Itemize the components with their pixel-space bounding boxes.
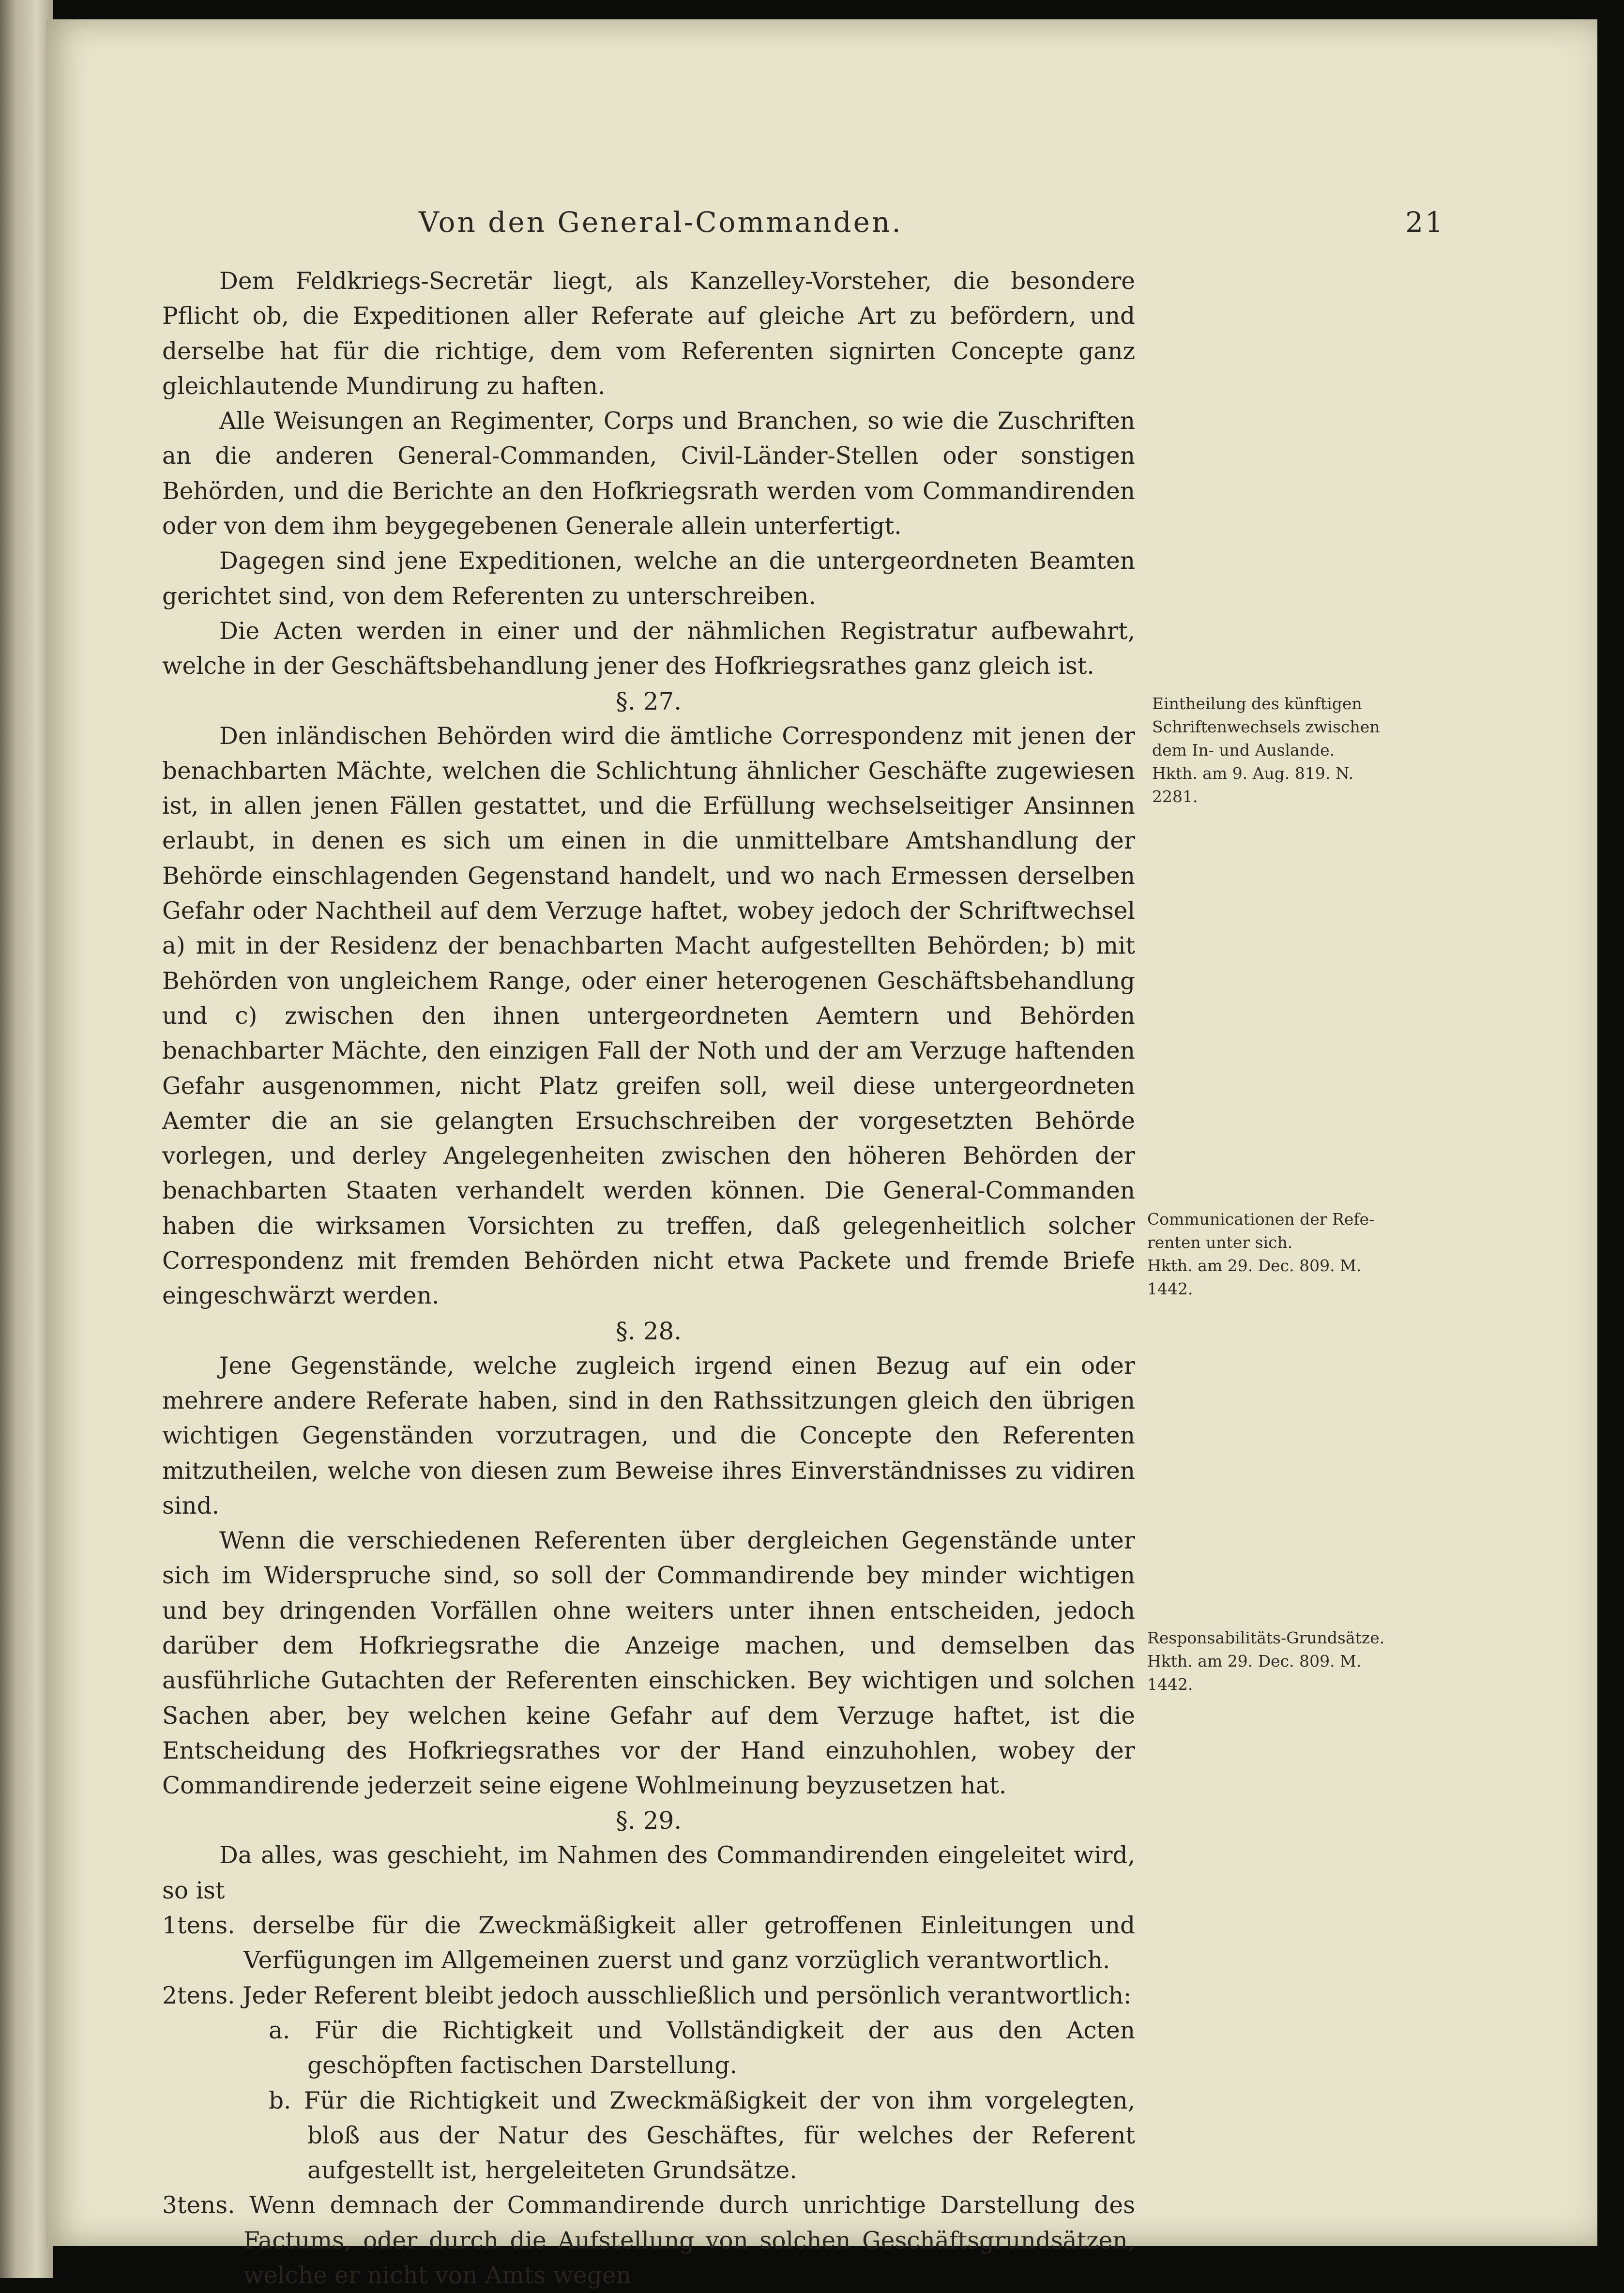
main-text [162,264,1135,2293]
marginal-line: Communicationen der Refe- [1147,1210,1375,1229]
list-subitem-b: b. Für die Richtigkeit und Zweckmäßigkeit der von ihm vorgelegten, bloß aus der Natur des Geschäftes, für welches der Referent aufgestellt ist, hergeleiteten Grundsätze. [269,2087,1135,2185]
marginal-note-29 [1147,1626,1409,1696]
book-spine-gutter [0,0,53,2278]
marginal-line: renten unter sich. [1147,1233,1293,1252]
marginal-note-28 [1147,1208,1409,1301]
section-28-text-1: Jene Gegenstände, welche zugleich irgend einen Bezug auf ein oder mehrere andere Referate haben, sind in den Rathssitzungen gleich den übrigen wichtigen Gegenständen vorzutragen, und die Concepte den Referenten mitzutheilen, welche von diesen zum Beweise ihres Einverständnisses zu vidiren sind. [162,1352,1135,1519]
list-subitem-a: a. Für die Richtigkeit und Vollständigkeit der aus den Acten geschöpften factischen Darstellung. [269,2017,1135,2080]
section-heading-27: §. 27. [615,687,682,715]
marginal-line: Hkth. am 29. Dec. 809. M. 1442. [1147,1256,1362,1298]
paragraph: Dem Feldkriegs-Secretär liegt, als Kanzelley-Vorsteher, die besondere Pflicht ob, die Expeditionen aller Referate auf gleiche Art zu befördern, und derselbe hat für die richtige, dem vom Referenten signirten Concepte ganz gleichlautende Mundirung zu haften. [162,268,1135,400]
marginal-line: Hkth. am 9. Aug. 819. N. 2281. [1152,764,1354,806]
paragraph: Die Acten werden in einer und der nähmlichen Registratur aufbewahrt, welche in der Geschäftsbehandlung jener des Hofkriegsrathes ganz gleich ist. [162,617,1135,680]
section-heading-28: §. 28. [615,1317,682,1345]
list-item-3: 3tens. Wenn demnach der Commandirende durch unrichtige Darstellung des Factums, oder durch die Aufstellung von solchen Geschäftsgrundsätzen, welche er nicht von Amts wegen [162,2192,1135,2290]
marginal-line: dem In- und Auslande. [1152,741,1335,759]
marginal-note-27 [1152,692,1404,808]
book-page [46,19,1597,2290]
section-heading-29: §. 29. [615,1807,682,1835]
marginal-line: Eintheilung des künftigen [1152,694,1362,713]
paragraph: Dagegen sind jene Expeditionen, welche an die untergeordneten Beamten gerichtet sind, von dem Referenten zu unterschreiben. [162,547,1135,610]
list-item-2: 2tens. Jeder Referent bleibt jedoch ausschließlich und persönlich verantwortlich: [162,1982,1132,2009]
section-28-text-2: Wenn die verschiedenen Referenten über dergleichen Gegenstände unter sich im Widerspruche sind, so soll der Commandirende bey minder wichtigen und bey dringenden Vorfällen ohne weiters unter ihnen entscheiden, jedoch darüber dem Hofkriegsrathe die Anzeige machen, und demselben das ausführliche Gutachten der Referenten einschicken. Bey wichtigen und solchen Sachen aber, bey welchen keine Gefahr auf dem Verzuge haftet, ist die Entscheidung des Hofkriegsrathes vor der Hand einzuhohlen, wobey der Commandirende jederzeit seine eigene Wohlmeinung beyzusetzen hat. [162,1527,1135,1800]
marginal-line: Hkth. am 29. Dec. 809. M. 1442. [1147,1652,1362,1694]
marginal-line: Responsabilitäts-Grundsätze. [1147,1628,1385,1647]
running-title: Von den General-Commanden. [419,206,903,239]
section-27-text: Den inländischen Behörden wird die ämtliche Correspondenz mit jenen der benachbarten Mächte, welchen die Schlichtung ähnlicher Geschäfte zugewiesen ist, in allen jenen Fällen gestattet, und die Erfüllung wechselseitiger Ansinnen erlaubt, in denen es sich um einen in die unmittelbare Amtshandlung der Behörde einschlagenden Gegenstand handelt, und wo nach Ermessen derselben Gefahr oder Nachtheil auf dem Verzuge haftet, wobey jedoch der Schriftwechsel a) mit in der Residenz der benachbarten Macht aufgestellten Behörden; b) mit Behörden von ungleichem Range, oder einer heterogenen Geschäftsbehandlung und c) zwischen den ihnen untergeordneten Aemtern und Behörden benachbarter Mächte, den einzigen Fall der Noth und der am Verzuge haftenden Gefahr ausgenommen, nicht Platz greifen soll, weil diese untergeordneten Aemter die an sie gelangten Ersuchschreiben der vorgesetzten Behörde vorlegen, und derley Angelegenheiten zwischen den höheren Behörden der benachbarten Staaten verhandelt werden können. Die General-Commanden haben die wirksamen Vorsichten zu treffen, daß gelegenheitlich solcher Correspondenz mit fremden Behörden nicht etwa Packete und fremde Briefe eingeschwärzt werden. [162,722,1135,1310]
paragraph: Alle Weisungen an Regimenter, Corps und Branchen, so wie die Zuschriften an die anderen General-Commanden, Civil-Länder-Stellen oder sonstigen Behörden, und die Berichte an den Hofkriegsrath werden vom Commandirenden oder von dem ihm beygegebenen Generale allein unterfertigt. [162,408,1135,540]
page-number: 21 [1405,206,1445,239]
page-header [235,206,1445,249]
section-29-intro: Da alles, was geschieht, im Nahmen des Commandirenden eingeleitet wird, so ist [162,1842,1135,1904]
list-item-1: 1tens. derselbe für die Zweckmäßigkeit aller getroffenen Einleitungen und Verfügungen im Allgemeinen zuerst und ganz vorzüglich verantwortlich. [162,1912,1135,1974]
marginal-line: Schriftenwechsels zwischen [1152,717,1380,736]
